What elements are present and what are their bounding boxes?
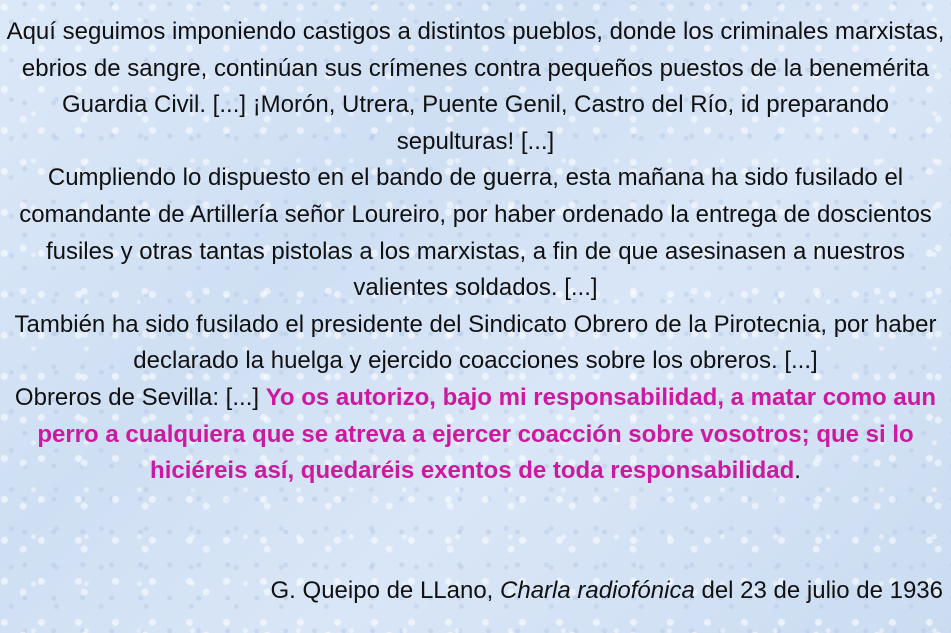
quote-highlighted-text: Yo os autorizo, bajo mi responsabilidad, a matar como aun perro a cualquiera que se atreva a ejercer coacción sobre vosotros; que si lo hiciéreis así, quedaréis exentos de toda responsabilidad (37, 383, 937, 485)
attribution-author: G. Queipo de LLano, (270, 577, 501, 604)
attribution-date: del 23 de julio de 1936 (694, 577, 943, 604)
attribution-work-title: Charla radiofónica (500, 577, 695, 604)
quote-paragraph-castigos: Aquí seguimos imponiendo castigos a distintos pueblos, donde los criminales marxistas, ebrios de sangre, continúan sus crímenes contra pequeños puestos de la benemérita Guardia Civil. [...] ¡Morón, Utrera, Puente Genil, Castro del Río, id preparando sepulturas! [...] (6, 18, 945, 155)
quote-obreros-intro: Obreros de Sevilla: [...] (14, 383, 266, 411)
quote-closing-period: . (794, 457, 801, 485)
attribution (271, 573, 943, 609)
quote-block (0, 14, 951, 490)
quote-paragraph-fusilamiento-loureiro: Cumpliendo lo dispuesto en el bando de guerra, esta mañana ha sido fusilado el comandante de Artillería señor Loureiro, por haber ordenado la entrega de doscientos fusiles y otras tantas pistolas a los marxistas, a fin de que asesinasen a nuestros valientes soldados. [...] (19, 164, 932, 302)
quote-paragraph-fusilamiento-sindicato: También ha sido fusilado el presidente del Sindicato Obrero de la Pirotecnia, por haber declarado la huelga y ejercido coacciones sobre los obreros. [...] (14, 310, 937, 375)
quote-paragraph-obreros (0, 380, 951, 490)
